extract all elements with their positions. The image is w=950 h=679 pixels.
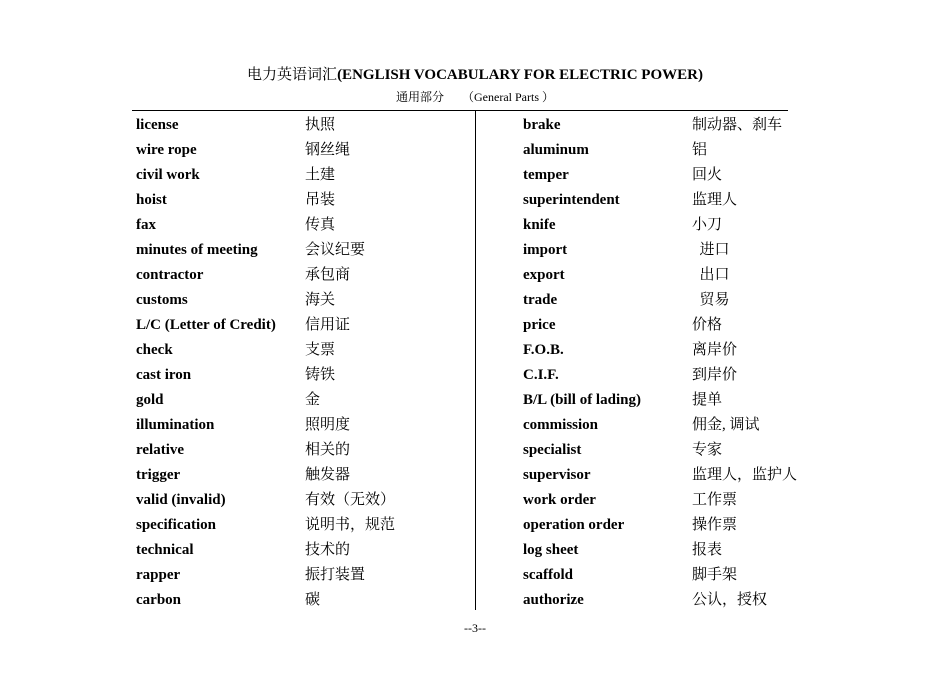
english-term: illumination <box>136 417 215 433</box>
chinese-translation: 监理人，监护人 <box>692 467 798 483</box>
chinese-translation: 工作票 <box>692 492 738 508</box>
english-term: customs <box>136 292 188 308</box>
chinese-translation: 支票 <box>305 342 336 358</box>
chinese-translation: 相关的 <box>305 442 351 458</box>
english-term: cast iron <box>136 367 192 383</box>
chinese-translation: 碳 <box>305 592 321 608</box>
english-term: specialist <box>523 442 582 458</box>
english-term: hoist <box>136 192 167 208</box>
english-term: license <box>136 117 179 133</box>
chinese-translation: 公认，授权 <box>692 592 768 608</box>
chinese-translation: 振打装置 <box>305 567 366 583</box>
chinese-translation: 有效（无效） <box>305 492 396 508</box>
english-term: contractor <box>136 267 204 283</box>
english-term: export <box>523 267 565 283</box>
column-divider <box>475 110 476 610</box>
page-title <box>0 66 950 84</box>
chinese-translation: 技术的 <box>305 542 351 558</box>
english-term: L/C (Letter of Credit) <box>136 317 276 333</box>
chinese-translation: 回火 <box>692 167 723 183</box>
chinese-translation: 触发器 <box>305 467 351 483</box>
english-term: specification <box>136 517 216 533</box>
english-term: F.O.B. <box>523 342 564 358</box>
chinese-translation: 专家 <box>692 442 723 458</box>
chinese-translation: 海关 <box>305 292 336 308</box>
english-term: technical <box>136 542 194 558</box>
chinese-translation: 小刀 <box>692 217 723 233</box>
chinese-translation: 到岸价 <box>692 367 738 383</box>
chinese-translation: 提单 <box>692 392 723 408</box>
subtitle-english: （General Parts ） <box>462 90 554 104</box>
page-subtitle <box>0 90 950 105</box>
chinese-translation: 执照 <box>305 117 336 133</box>
chinese-translation: 会议纪要 <box>305 242 366 258</box>
chinese-translation: 传真 <box>305 217 336 233</box>
chinese-translation: 报表 <box>692 542 723 558</box>
english-term: trade <box>523 292 558 308</box>
english-term: valid (invalid) <box>136 492 226 508</box>
english-term: supervisor <box>523 467 591 483</box>
chinese-translation: 承包商 <box>305 267 351 283</box>
chinese-translation: 吊装 <box>305 192 336 208</box>
english-term: C.I.F. <box>523 367 559 383</box>
english-term: commission <box>523 417 598 433</box>
chinese-translation: 脚手架 <box>692 567 738 583</box>
english-term: civil work <box>136 167 200 183</box>
page-number: --3-- <box>464 621 486 635</box>
english-term: fax <box>136 217 156 233</box>
chinese-translation: 信用证 <box>305 317 351 333</box>
english-term: authorize <box>523 592 584 608</box>
english-term: operation order <box>523 517 625 533</box>
chinese-translation: 出口 <box>692 267 730 283</box>
chinese-translation: 土建 <box>305 167 336 183</box>
header-rule <box>132 110 788 111</box>
english-term: wire rope <box>136 142 197 158</box>
chinese-translation: 铝 <box>692 142 708 158</box>
english-term: minutes of meeting <box>136 242 258 258</box>
english-term: import <box>523 242 568 258</box>
english-term: price <box>523 317 556 333</box>
english-term: aluminum <box>523 142 589 158</box>
english-term: trigger <box>136 467 181 483</box>
chinese-translation: 铸铁 <box>305 367 336 383</box>
chinese-translation: 金 <box>305 392 321 408</box>
english-term: scaffold <box>523 567 573 583</box>
chinese-translation: 离岸价 <box>692 342 738 358</box>
english-term: rapper <box>136 567 181 583</box>
english-term: check <box>136 342 173 358</box>
english-term: B/L (bill of lading) <box>523 392 641 408</box>
chinese-translation: 贸易 <box>692 292 730 308</box>
chinese-translation: 进口 <box>692 242 730 258</box>
english-term: log sheet <box>523 542 579 558</box>
english-term: superintendent <box>523 192 620 208</box>
title-chinese: 电力英语词汇 <box>247 67 338 83</box>
english-term: brake <box>523 117 561 133</box>
english-term: temper <box>523 167 569 183</box>
english-term: relative <box>136 442 185 458</box>
english-term: knife <box>523 217 556 233</box>
chinese-translation: 照明度 <box>305 417 351 433</box>
subtitle-chinese: 通用部分 <box>396 90 445 104</box>
english-term: work order <box>523 492 596 508</box>
english-term: gold <box>136 392 164 408</box>
chinese-translation: 监理人 <box>692 192 738 208</box>
chinese-translation: 操作票 <box>692 517 738 533</box>
english-term: carbon <box>136 592 181 608</box>
chinese-translation: 佣金, 调试 <box>692 417 760 433</box>
chinese-translation: 制动器、刹车 <box>692 117 783 133</box>
chinese-translation: 说明书，规范 <box>305 517 396 533</box>
chinese-translation: 钢丝绳 <box>305 142 351 158</box>
title-english: (ENGLISH VOCABULARY FOR ELECTRIC POWER) <box>337 67 703 83</box>
chinese-translation: 价格 <box>692 317 723 333</box>
